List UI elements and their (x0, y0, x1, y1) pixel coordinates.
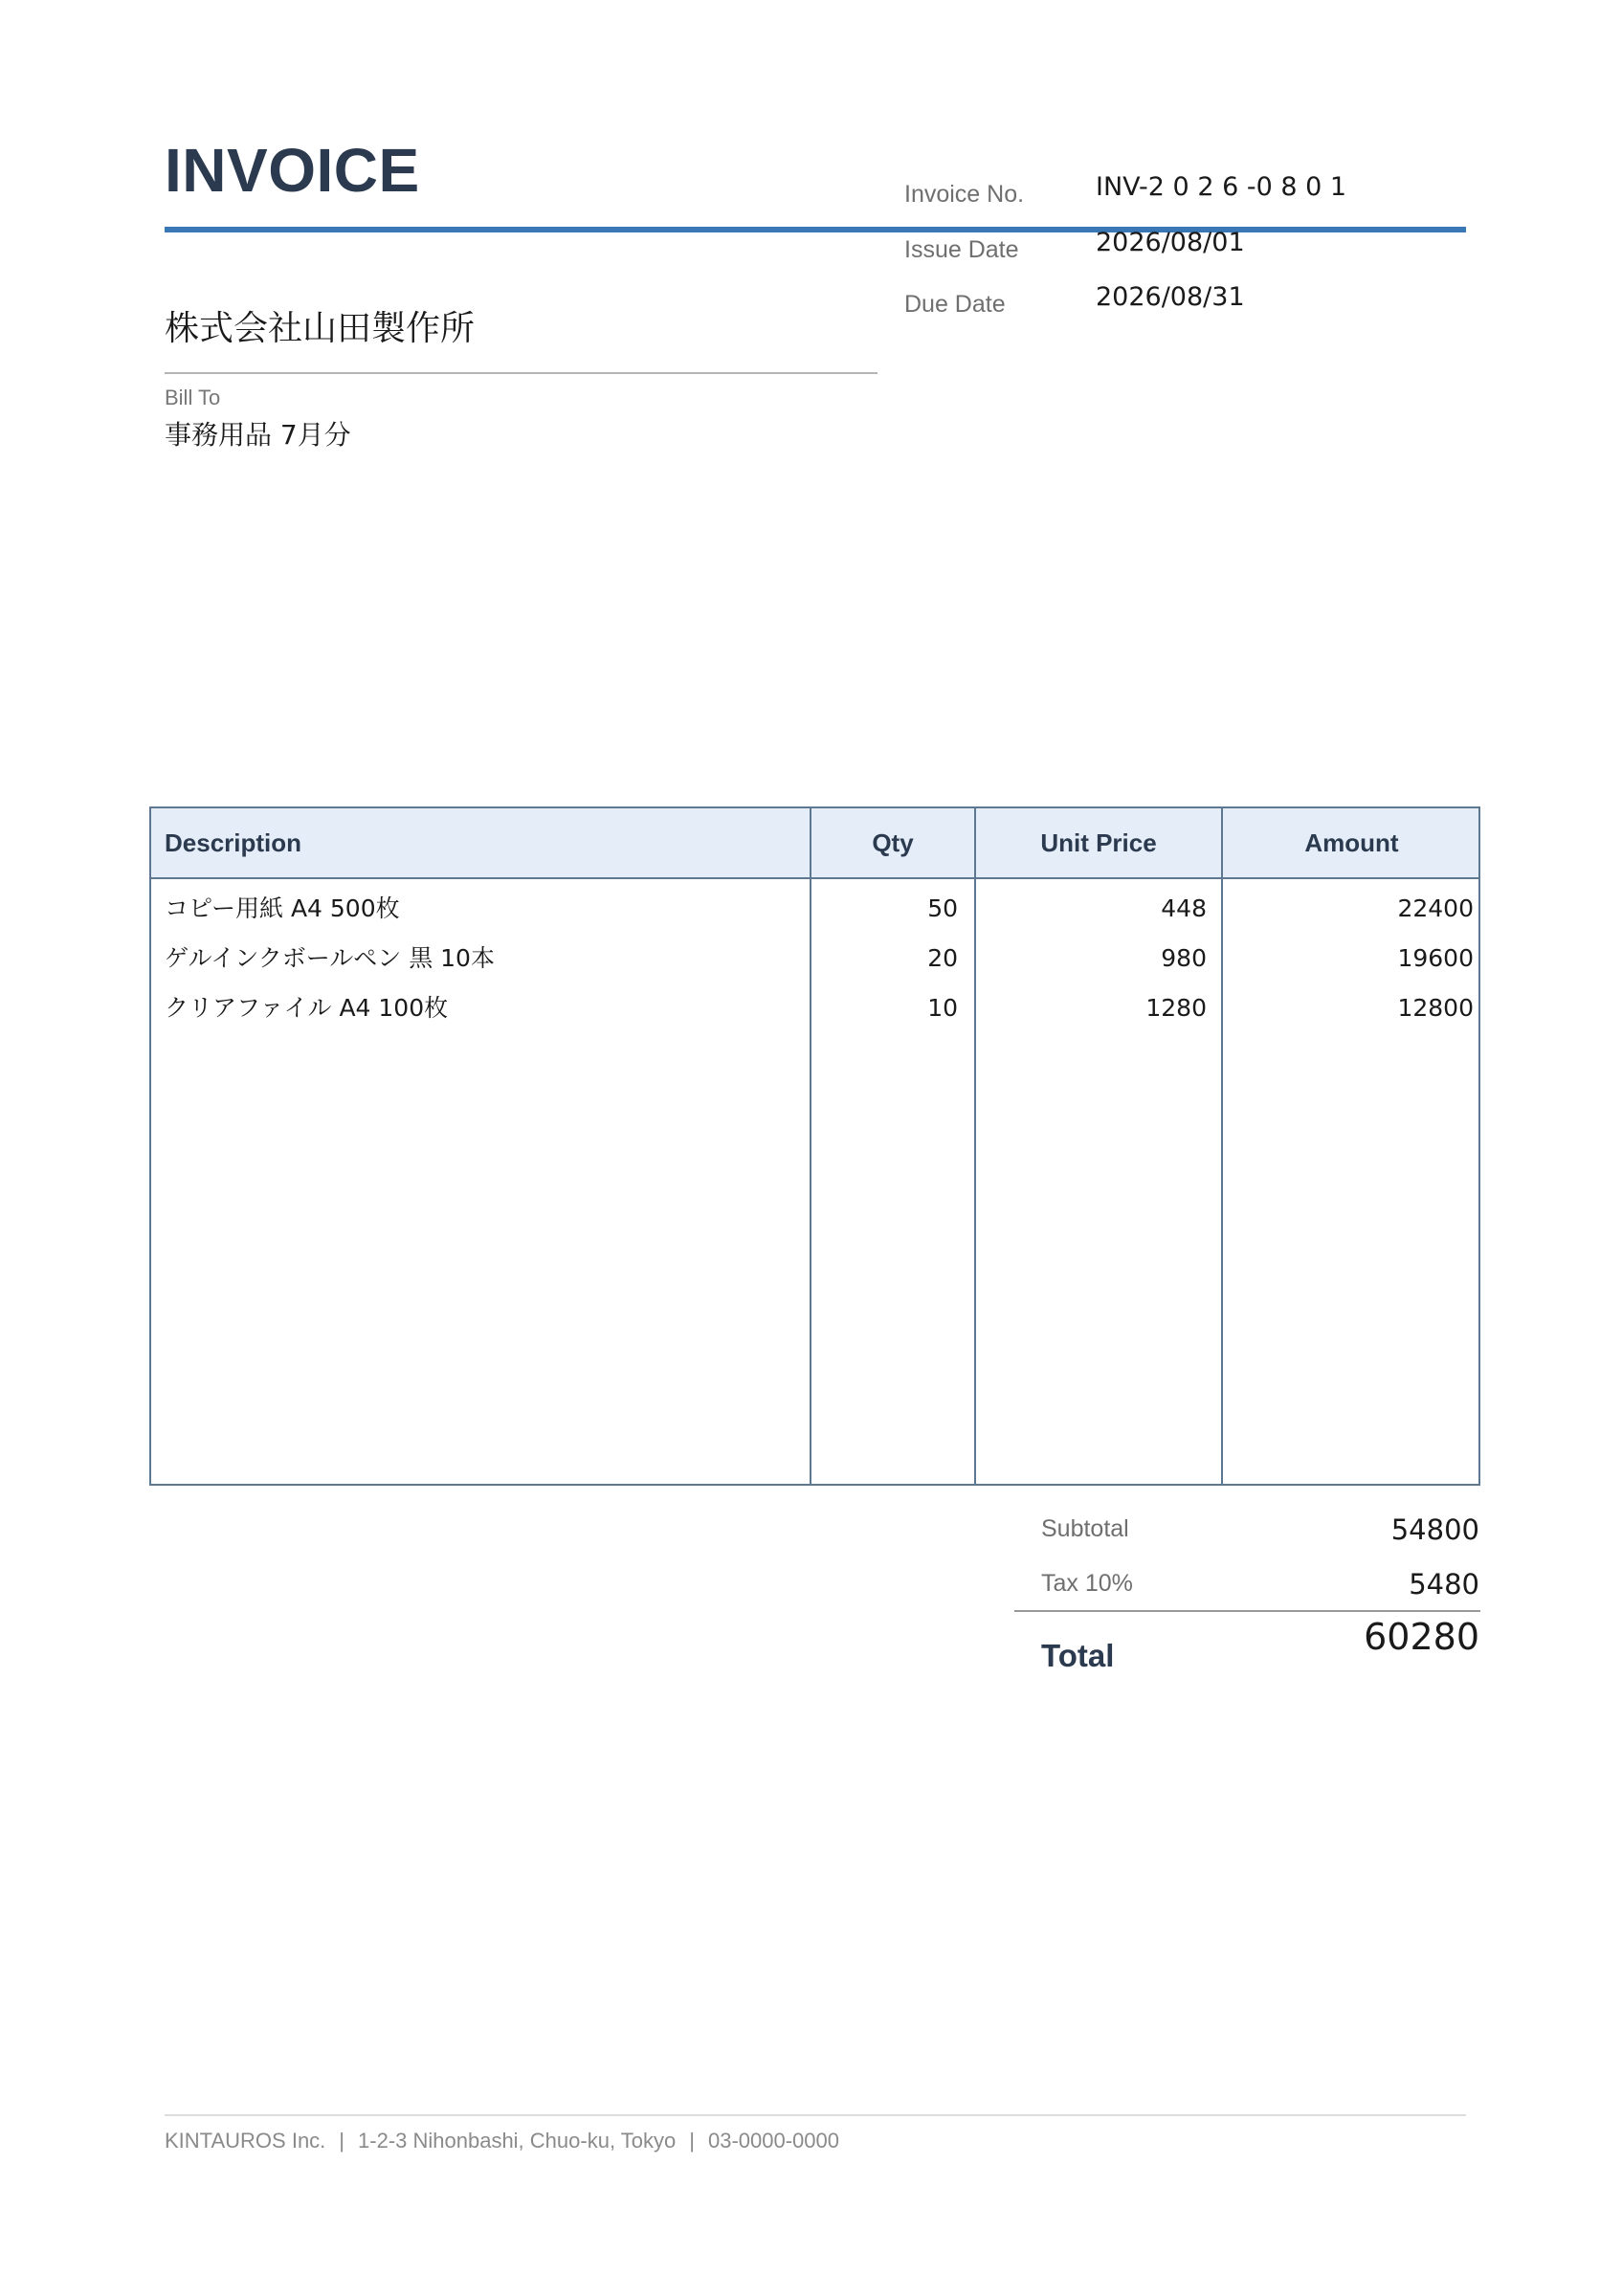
row-2-qty: 20 (927, 944, 958, 972)
row-3-description: クリアファイル A4 100枚 (165, 994, 449, 1022)
header-qty: Qty (872, 828, 914, 857)
invoice-title: INVOICE (165, 136, 420, 205)
header-description: Description (165, 828, 302, 857)
row-1-unit-price: 448 (1161, 894, 1207, 922)
tax-label: Tax 10% (1041, 1570, 1133, 1597)
total-label: Total (1041, 1638, 1115, 1673)
row-1-amount: 22400 (1397, 894, 1474, 922)
header-unit-price: Unit Price (1040, 828, 1157, 857)
issue-date-value: 2026/08/01 (1096, 228, 1245, 257)
row-3-qty: 10 (927, 994, 958, 1022)
title-divider (165, 227, 1466, 232)
footer-divider (165, 2114, 1466, 2116)
row-2-description: ゲルインクボールペン 黒 10本 (165, 944, 495, 972)
bill-to-label: Bill To (165, 386, 221, 409)
client-divider (165, 372, 878, 374)
footer-separator: | (339, 2129, 345, 2152)
subtotal-value: 54800 (1390, 1513, 1479, 1546)
due-date-value: 2026/08/31 (1096, 282, 1245, 312)
row-1-description: コピー用紙 A4 500枚 (165, 894, 400, 922)
client-name: 株式会社山田製作所 (165, 309, 476, 348)
footer-separator: | (689, 2129, 695, 2152)
footer-phone: 03-0000-0000 (707, 2129, 839, 2152)
footer (165, 2130, 839, 2152)
tax-value: 5480 (1409, 1568, 1479, 1601)
line-items-table (149, 806, 1480, 1486)
invoice-number-label: Invoice No. (904, 181, 1025, 208)
totals-divider (1014, 1610, 1480, 1612)
issue-date-label: Issue Date (904, 236, 1019, 263)
due-date-label: Due Date (904, 291, 1006, 318)
row-3-amount: 12800 (1397, 994, 1474, 1022)
bill-to-value: 事務用品 7月分 (165, 419, 351, 451)
row-1-qty: 50 (927, 894, 958, 922)
header-amount: Amount (1304, 828, 1399, 857)
invoice-number-value: INV-2 0 2 6 -0 8 0 1 (1096, 172, 1347, 202)
row-2-amount: 19600 (1397, 944, 1474, 972)
footer-address: 1-2-3 Nihonbashi, Chuo-ku, Tokyo (358, 2129, 677, 2152)
row-3-unit-price: 1280 (1145, 994, 1207, 1022)
total-value: 60280 (1364, 1616, 1479, 1658)
subtotal-label: Subtotal (1041, 1515, 1129, 1542)
row-2-unit-price: 980 (1161, 944, 1207, 972)
footer-company: KINTAUROS Inc. (165, 2129, 326, 2152)
